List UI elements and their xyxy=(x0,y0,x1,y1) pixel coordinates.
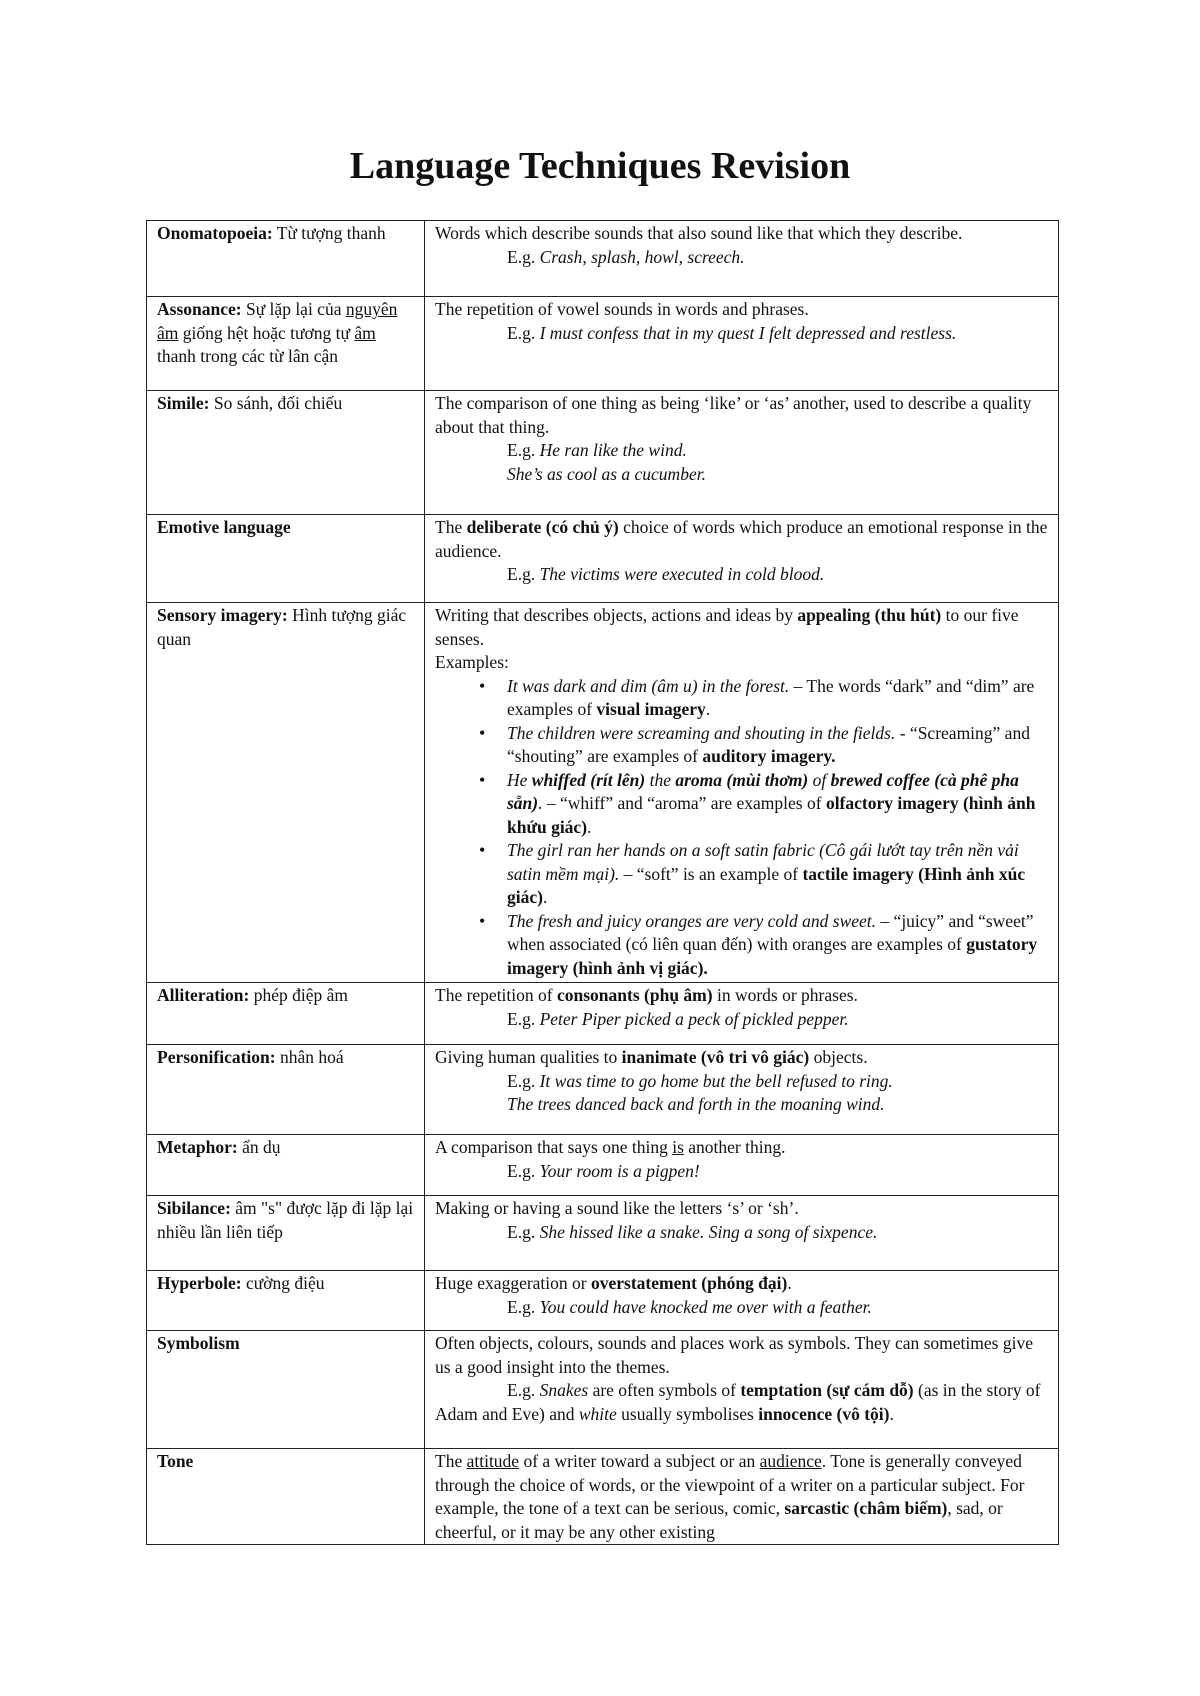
table-row xyxy=(147,1449,1059,1545)
example-explanation: – The words “dark” and “dim” are examples of xyxy=(507,675,1035,719)
definition-text xyxy=(435,1272,1048,1296)
example-line xyxy=(435,1221,1048,1245)
eg-label: E.g. xyxy=(507,564,540,584)
term-translation-underlined: nguyên âm xyxy=(157,299,398,343)
imagery-type: olfactory imagery (hình ảnh khứu giác) xyxy=(507,793,1036,837)
example-explanation: . xyxy=(705,699,711,719)
eg-label: E.g. xyxy=(507,1380,540,1400)
example-text: white xyxy=(578,1403,617,1424)
example-explanation: . xyxy=(587,816,592,837)
definition-cell xyxy=(425,1331,1059,1449)
term-cell xyxy=(147,515,425,603)
imagery-type: gustatory imagery (hình ảnh vị giác). xyxy=(507,934,1038,978)
definition-bold: appealing (thu hút) xyxy=(797,605,942,625)
definition-cell xyxy=(425,603,1059,983)
definition-bold: deliberate (có chủ ý) xyxy=(466,517,619,537)
definition-text: Making or having a sound like the letters ‘s’ or ‘sh’. xyxy=(435,1198,799,1218)
term-cell xyxy=(147,1135,425,1196)
term-name: Emotive language xyxy=(157,517,291,537)
definition-text xyxy=(435,1450,1048,1544)
table-row xyxy=(147,391,1059,515)
example-line xyxy=(435,1070,1048,1094)
definition-part: Huge exaggeration or xyxy=(435,1273,591,1293)
example-text: The girl ran her hands on a soft satin fabric (Cô gái lướt tay trên nền vải satin mềm mại). xyxy=(507,840,1019,884)
table-row xyxy=(147,1271,1059,1331)
table-row xyxy=(147,1196,1059,1271)
example-bold: temptation (sự cám dỗ) xyxy=(740,1380,914,1400)
example-text: He ran like the wind. xyxy=(539,440,687,460)
examples-label: Examples: xyxy=(435,652,509,672)
definition-part: The xyxy=(435,1451,467,1471)
example-explanation: . xyxy=(542,887,548,907)
definition-cell xyxy=(425,221,1059,297)
term-name: Onomatopoeia: xyxy=(157,223,273,243)
definition-part: objects. xyxy=(809,1047,868,1067)
example-text-bold: aroma (mùi thơm) xyxy=(675,769,809,790)
term-cell xyxy=(147,983,425,1045)
table-row xyxy=(147,983,1059,1045)
eg-label: E.g. xyxy=(507,440,540,460)
list-item xyxy=(435,722,1048,769)
example-text: She hissed like a snake. Sing a song of sixpence. xyxy=(539,1221,878,1242)
term-translation: thanh trong các từ lân cận xyxy=(157,346,339,366)
definition-part: The repetition of xyxy=(435,985,557,1005)
definition-cell xyxy=(425,391,1059,515)
table-row xyxy=(147,1331,1059,1449)
definition-text xyxy=(435,604,1048,651)
definition-underlined: attitude xyxy=(466,1451,520,1471)
definition-part: , sad, or cheerful, or it may be any other existing xyxy=(435,1498,1003,1542)
term-cell xyxy=(147,1271,425,1331)
eg-label: E.g. xyxy=(507,1070,540,1091)
example-explanation: . xyxy=(889,1403,894,1424)
definition-text: Words which describe sounds that also sound like that which they describe. xyxy=(435,223,963,243)
example-line xyxy=(435,1160,1048,1184)
example-text: He xyxy=(507,769,532,790)
term-cell xyxy=(147,1331,425,1449)
definition-cell xyxy=(425,1045,1059,1135)
example-text: She’s as cool as a cucumber. xyxy=(507,463,706,484)
example-text: The children were screaming and shouting in the fields. xyxy=(507,722,896,743)
term-translation: phép điệp âm xyxy=(249,985,348,1005)
term-translation: giống hệt hoặc tương tự xyxy=(178,322,355,343)
techniques-table xyxy=(146,220,1059,1545)
example-text-bold: brewed coffee (cà phê pha sẵn) xyxy=(507,769,1019,813)
example-text: The fresh and juicy oranges are very cold and sweet. xyxy=(507,910,877,931)
eg-label: E.g. xyxy=(507,1160,540,1181)
list-item xyxy=(435,675,1048,722)
example-text: Your room is a pigpen! xyxy=(539,1160,700,1181)
list-item xyxy=(435,769,1048,840)
example-text: . xyxy=(538,793,543,813)
definition-part: A comparison that says one thing xyxy=(435,1137,673,1157)
definition-underlined: audience xyxy=(759,1451,822,1471)
term-cell xyxy=(147,1196,425,1271)
example-text: of xyxy=(808,769,831,790)
example-text: It was time to go home but the bell refused to ring. xyxy=(539,1070,893,1091)
term-translation: nhân hoá xyxy=(275,1047,344,1067)
definition-bold: inanimate (vô tri vô giác) xyxy=(621,1047,810,1067)
example-explanation: – “soft” is an example of xyxy=(619,863,803,884)
term-name: Simile: xyxy=(157,393,210,413)
page-title: Language Techniques Revision xyxy=(349,145,851,187)
term-name: Tone xyxy=(157,1451,194,1471)
example-line xyxy=(435,439,1048,463)
eg-label: E.g. xyxy=(507,1296,540,1317)
example-explanation: usually symbolises xyxy=(616,1403,759,1424)
example-text: The victims were executed in cold blood. xyxy=(539,564,825,584)
term-translation: ẩn dụ xyxy=(237,1137,281,1157)
list-item xyxy=(435,839,1048,910)
example-bold: innocence (vô tội) xyxy=(758,1403,890,1424)
eg-label: E.g. xyxy=(507,1221,540,1242)
table-row xyxy=(147,603,1059,983)
term-name: Symbolism xyxy=(157,1333,240,1353)
term-translation: âm "s" được lặp đi lặp lại nhiều lần liên tiếp xyxy=(157,1198,414,1242)
definition-part: in words or phrases. xyxy=(712,985,858,1005)
definition-bold: overstatement (phóng đại) xyxy=(590,1273,788,1293)
term-name: Personification: xyxy=(157,1047,276,1067)
term-cell xyxy=(147,221,425,297)
example-line xyxy=(435,1008,1048,1032)
definition-bold: sarcastic (châm biếm) xyxy=(784,1498,948,1518)
term-translation: So sánh, đối chiếu xyxy=(209,393,343,413)
example-text: I must confess that in my quest I felt depressed and restless. xyxy=(539,322,957,343)
example-text: the xyxy=(645,769,676,790)
example-explanation: are often symbols of xyxy=(588,1380,741,1400)
table-row xyxy=(147,221,1059,297)
example-text: The trees danced back and forth in the moaning wind. xyxy=(507,1094,885,1114)
example-text-bold: whiffed (rít lên) xyxy=(531,769,646,790)
table-row xyxy=(147,1135,1059,1196)
definition-cell xyxy=(425,983,1059,1045)
definition-cell xyxy=(425,297,1059,391)
example-line xyxy=(435,1296,1048,1320)
example-text: You could have knocked me over with a feather. xyxy=(539,1296,872,1317)
definition-part: Giving human qualities to xyxy=(435,1047,622,1067)
term-translation: Sự lặp lại của xyxy=(241,299,346,319)
imagery-type: tactile imagery (Hình ảnh xúc giác) xyxy=(507,863,1026,907)
definition-part: . xyxy=(787,1273,792,1293)
term-cell xyxy=(147,391,425,515)
definition-underlined: is xyxy=(672,1137,684,1157)
definition-text: Often objects, colours, sounds and places work as symbols. They can sometimes give us a good insight into the themes. xyxy=(435,1333,1033,1377)
definition-text xyxy=(435,1136,1048,1160)
table-row xyxy=(147,1045,1059,1135)
term-cell xyxy=(147,603,425,983)
definition-text xyxy=(435,516,1048,563)
example-paragraph xyxy=(435,1379,1048,1426)
imagery-type: auditory imagery. xyxy=(702,746,836,766)
example-text: Peter Piper picked a peck of pickled pepper. xyxy=(539,1008,849,1029)
eg-label: E.g. xyxy=(507,322,540,343)
example-line xyxy=(435,463,1048,487)
definition-bold: consonants (phụ âm) xyxy=(556,985,713,1005)
example-line xyxy=(435,563,1048,587)
term-name: Assonance: xyxy=(157,299,242,319)
definition-part: Writing that describes objects, actions and ideas by xyxy=(435,605,798,625)
example-text: Snakes xyxy=(539,1380,589,1400)
term-cell xyxy=(147,1449,425,1545)
definition-part: . Tone is generally conveyed through the choice of words, or the viewpoint of a writer on a particular subject. For example, the tone of a text can be serious, comic, xyxy=(435,1451,1025,1518)
definition-part: another thing. xyxy=(683,1137,786,1157)
definition-cell xyxy=(425,1135,1059,1196)
definition-part: of a writer toward a subject or an xyxy=(519,1451,760,1471)
term-translation: cường điệu xyxy=(241,1273,325,1293)
definition-cell xyxy=(425,1271,1059,1331)
definition-text xyxy=(435,1046,1048,1070)
list-item xyxy=(435,910,1048,981)
definition-cell xyxy=(425,1196,1059,1271)
example-explanation: – “whiff” and “aroma” are examples of xyxy=(542,793,826,813)
term-translation: Hình tượng giác quan xyxy=(157,605,407,649)
example-line xyxy=(435,246,1048,270)
example-explanation: – “juicy” and “sweet” when associated (có liên quan đến) with oranges are examples of xyxy=(507,910,1034,954)
term-translation-underlined: âm xyxy=(354,322,376,343)
term-translation: Từ tượng thanh xyxy=(272,223,386,243)
term-cell xyxy=(147,297,425,391)
example-explanation: (as in the story of Adam and Eve) and xyxy=(435,1380,1041,1424)
example-line xyxy=(435,322,1048,346)
eg-label: E.g. xyxy=(507,1008,540,1029)
imagery-type: visual imagery xyxy=(596,699,706,719)
definition-part: choice of words which produce an emotional response in the audience. xyxy=(435,517,1048,561)
term-cell xyxy=(147,1045,425,1135)
definition-text xyxy=(435,984,1048,1008)
term-name: Metaphor: xyxy=(157,1137,238,1157)
definition-cell xyxy=(425,515,1059,603)
example-text: Crash, splash, howl, screech. xyxy=(539,246,745,267)
term-name: Alliteration: xyxy=(157,985,250,1005)
definition-part: to our five senses. xyxy=(435,605,1019,649)
table-row xyxy=(147,515,1059,603)
definition-text: The repetition of vowel sounds in words and phrases. xyxy=(435,299,809,319)
example-text: It was dark and dim (âm u) in the forest. xyxy=(507,675,790,696)
term-name: Sensory imagery: xyxy=(157,605,288,625)
definition-cell xyxy=(425,1449,1059,1545)
definition-part: The xyxy=(435,517,467,537)
table-row xyxy=(147,297,1059,391)
sensory-examples-list xyxy=(435,675,1048,981)
term-name: Sibilance: xyxy=(157,1198,231,1218)
term-name: Hyperbole: xyxy=(157,1273,242,1293)
example-explanation: - “Screaming” and “shouting” are examples of xyxy=(507,722,1030,766)
definition-text: The comparison of one thing as being ‘like’ or ‘as’ another, used to describe a quality about that thing. xyxy=(435,393,1032,437)
example-line xyxy=(435,1093,1048,1117)
eg-label: E.g. xyxy=(507,246,540,267)
